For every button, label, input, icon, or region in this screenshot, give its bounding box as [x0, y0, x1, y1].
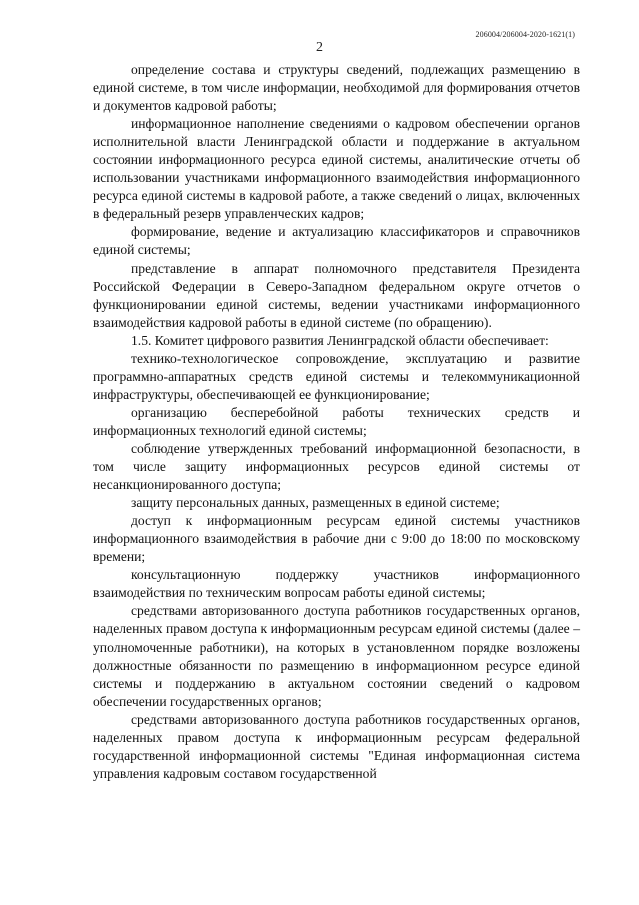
paragraph: информационное наполнение сведениями о кадровом обеспечении органов исполнительной власти Ленинградской области и поддержание в актуальном состоянии информационного ресурса единой системы, аналитические отчеты об использовании участниками информационного взаимодействия информационного ресурса единой системы в кадровой работе, а также сведений о лицах, включенных в федеральный резерв управленческих кадров;: [93, 116, 580, 222]
paragraph: формирование, ведение и актуализацию классификаторов и справочников единой системы;: [93, 224, 580, 258]
paragraph: определение состава и структуры сведений, подлежащих размещению в единой системе, в том числе информации, необходимой для формирования отчетов и документов кадровой работы;: [93, 62, 580, 114]
paragraph: доступ к информационным ресурсам единой системы участников информационного взаимодействия в рабочие дни с 9:00 до 18:00 по московскому времени;: [93, 513, 580, 565]
paragraph: технико-технологическое сопровождение, эксплуатацию и развитие программно-аппаратных средств единой системы и телекоммуникационной инфраструктуры, обеспечивающей ее функционирование;: [93, 350, 580, 402]
page-number: 2: [316, 40, 323, 55]
document-body: [93, 61, 580, 783]
paragraph: соблюдение утвержденных требований информационной безопасности, в том числе защиту информационных ресурсов единой системы от несанкционированного доступа;: [93, 440, 580, 493]
paragraph: защиту персональных данных, размещенных в единой системе;: [131, 495, 500, 511]
paragraph: 1.5. Комитет цифрового развития Ленинградской области обеспечивает:: [131, 332, 549, 348]
document-id: 206004/206004-2020-1621(1): [475, 30, 575, 39]
paragraph: средствами авторизованного доступа работников государственных органов, наделенных правом доступа к информационным ресурсам единой системы (далее – уполномоченные работники), на которых в установленном порядке возложены должностные обязанности по размещению в информационном ресурсе единой системы и поддержанию в актуальном состоянии сведений о кадровом обеспечении государственных органов;: [93, 603, 580, 709]
paragraph: организацию бесперебойной работы технических средств и информационных технологий единой системы;: [93, 404, 580, 438]
paragraph: средствами авторизованного доступа работников государственных органов, наделенных правом доступа к информационным ресурсам федеральной государственной информационной системы "Единая информационная система управления кадровым составом государственной: [93, 711, 580, 781]
paragraph: консультационную поддержку участников информационного взаимодействия по техническим вопросам работы единой системы;: [93, 567, 580, 601]
paragraph: представление в аппарат полномочного представителя Президента Российской Федерации в Северо-Западном федеральном округе отчетов о функционировании единой системы, ведении участниками информационного взаимодействия кадровой работы в единой системе (по обращению).: [93, 260, 580, 330]
